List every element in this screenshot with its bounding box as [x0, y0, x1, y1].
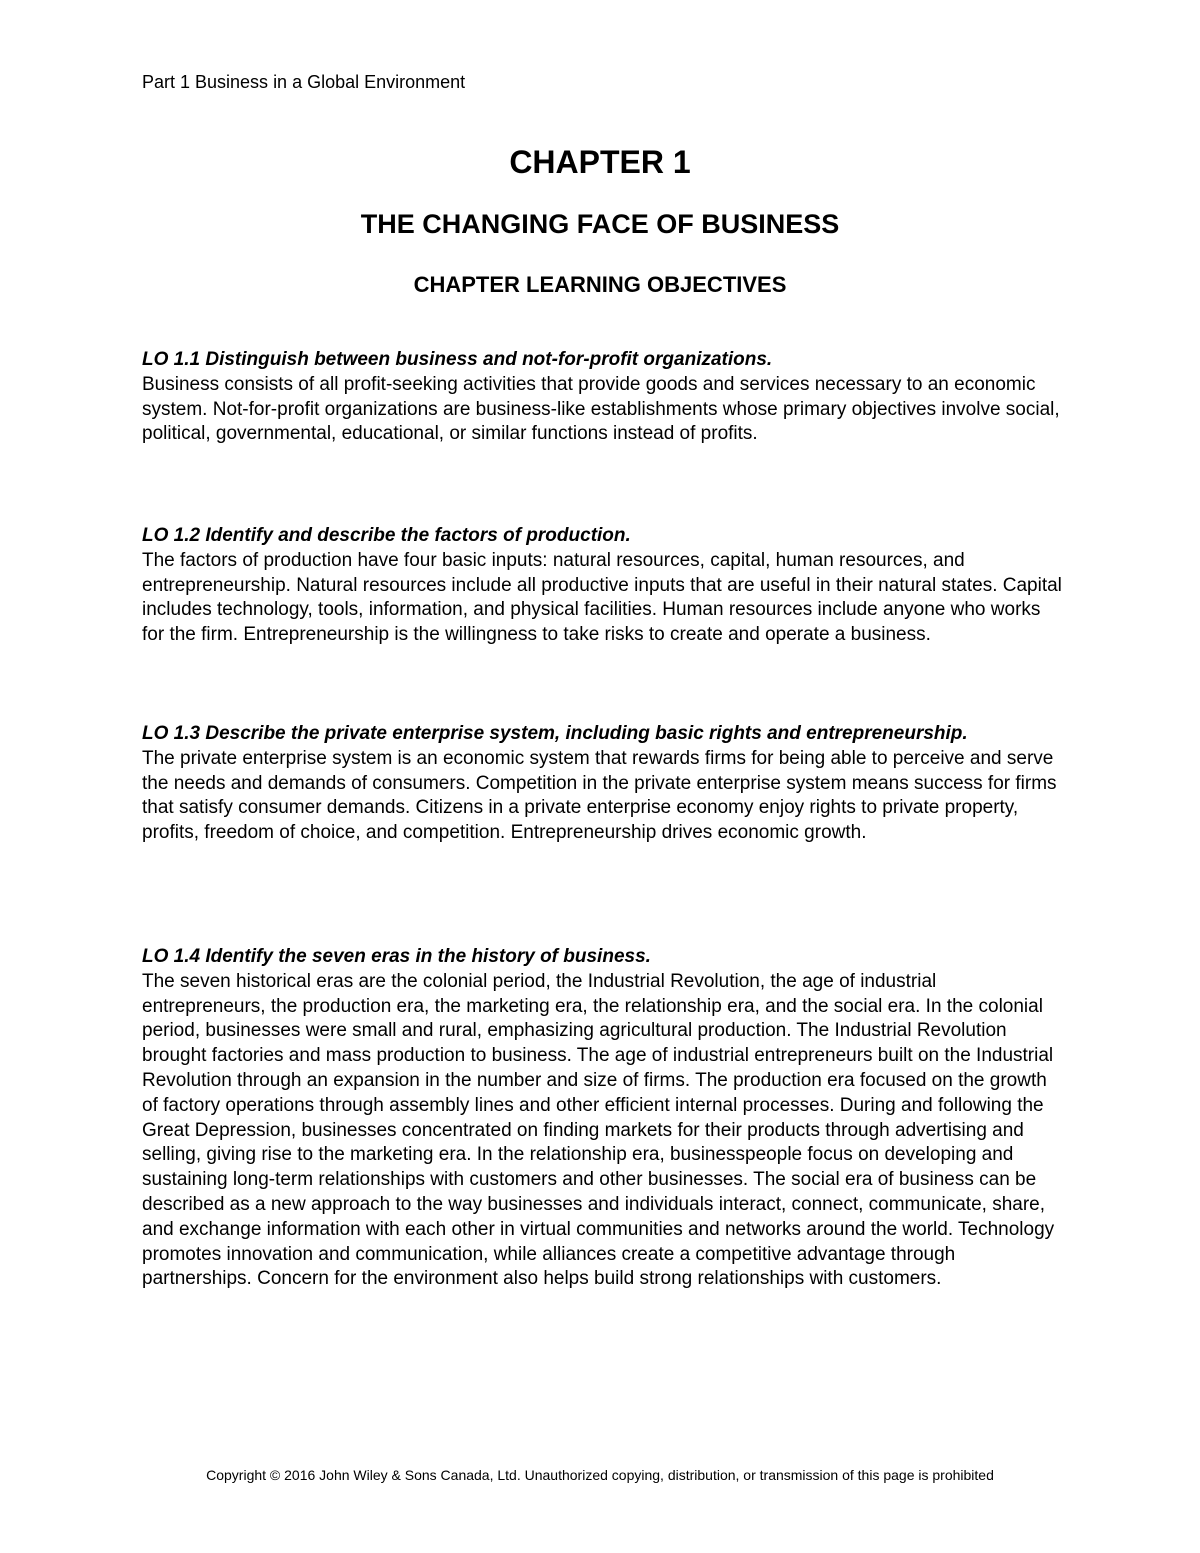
- learning-objective-2: [142, 524, 1062, 648]
- chapter-title: THE CHANGING FACE OF BUSINESS: [360, 209, 840, 239]
- objective-summary: Business consists of all profit-seeking activities that provide goods and services necessary to an economic system. Not-for-profit organizations are business-like establishments whose primary objectives involve social, political, governmental, educational, or similar functions instead of profits.: [142, 373, 1060, 445]
- objective-heading: LO 1.1 Distinguish between business and not-for-profit organizations.: [142, 349, 773, 370]
- learning-objective-3: [142, 722, 1062, 846]
- chapter-number: CHAPTER 1: [509, 144, 691, 180]
- learning-objectives-heading: CHAPTER LEARNING OBJECTIVES: [413, 272, 787, 297]
- learning-objective-4: [142, 945, 1062, 1292]
- objective-summary: The factors of production have four basic inputs: natural resources, capital, human resources, and entrepreneurship. Natural resources include all productive inputs that are useful in their natural states. Capital includes technology, tools, information, and physical facilities. Human resources include anyone who works for the firm. Entrepreneurship is the willingness to take risks to create and operate a business.: [142, 549, 1062, 646]
- objective-summary: The seven historical eras are the colonial period, the Industrial Revolution, the age of industrial entrepreneurs, the production era, the marketing era, the relationship era, and the social era. In the colonial period, businesses were small and rural, emphasizing agricultural production. The Industrial Revolution brought factories and mass production to business. The age of industrial entrepreneurs built on the Industrial Revolution through an expansion in the number and size of firms. The production era focused on the growth of factory operations through assembly lines and other efficient internal processes. During and following the Great Depression, businesses concentrated on finding markets for their products through advertising and selling, giving rise to the marketing era. In the relationship era, businesspeople focus on developing and sustaining long-term relationships with customers and other businesses. The social era of business can be described as a new approach to the way businesses and individuals interact, connect, communicate, share, and exchange information with each other in virtual communities and networks around the world. Technology promotes innovation and communication, while alliances create a competitive advantage through partnerships. Concern for the environment also helps build strong relationships with customers.: [142, 970, 1055, 1290]
- objective-heading: LO 1.4 Identify the seven eras in the history of business.: [142, 946, 651, 967]
- learning-objective-1: [142, 348, 1062, 447]
- objective-summary: The private enterprise system is an economic system that rewards firms for being able to perceive and serve the needs and demands of consumers. Competition in the private enterprise system means success for firms that satisfy consumer demands. Citizens in a private enterprise economy enjoy rights to private property, profits, freedom of choice, and competition. Entrepreneurship drives economic growth.: [142, 747, 1057, 844]
- copyright-notice: Copyright © 2016 John Wiley & Sons Canada, Ltd. Unauthorized copying, distribution, or transmission of this page is prohibited: [206, 1467, 994, 1483]
- objective-heading: LO 1.3 Describe the private enterprise system, including basic rights and entrepreneurship.: [142, 723, 968, 744]
- running-header: Part 1 Business in a Global Environment: [142, 72, 466, 92]
- objective-heading: LO 1.2 Identify and describe the factors of production.: [142, 525, 631, 546]
